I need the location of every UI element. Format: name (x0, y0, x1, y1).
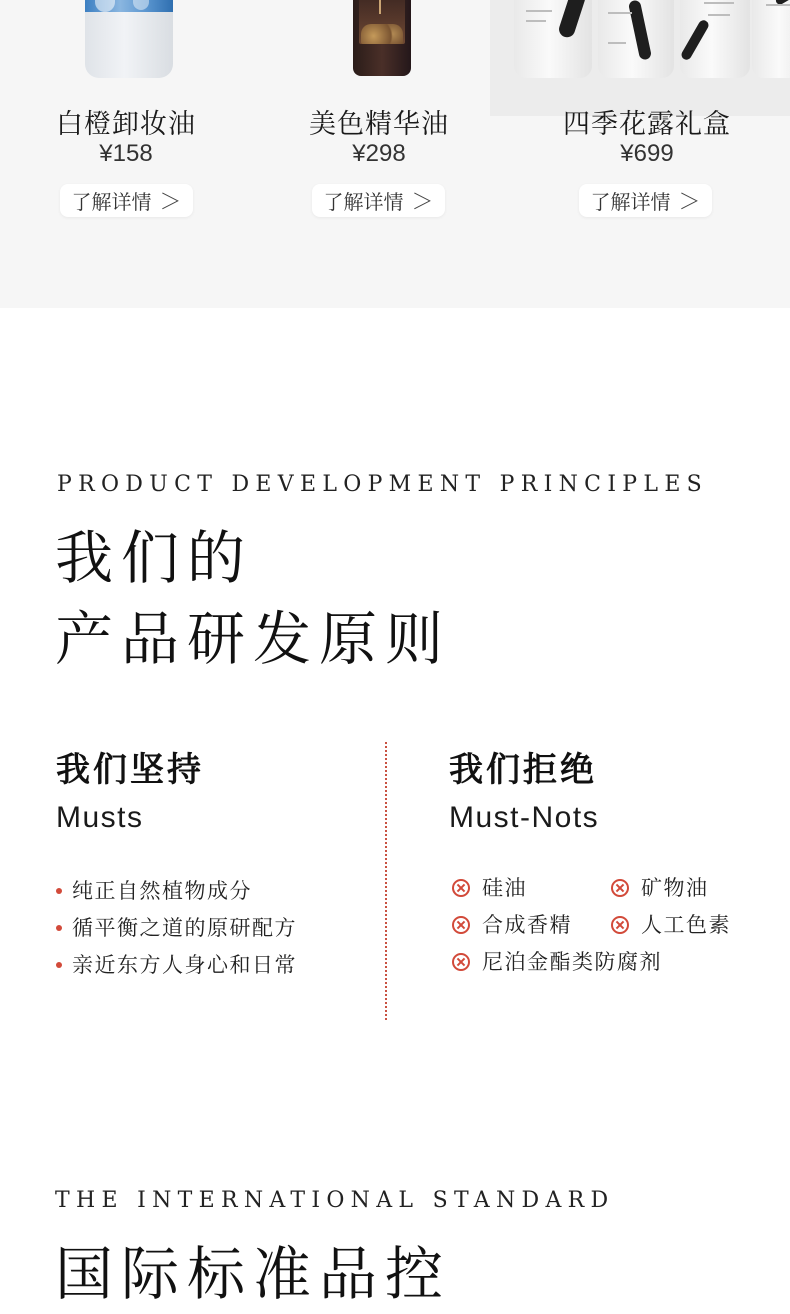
learn-more-label: 了解详情 (71, 190, 152, 214)
product-strip (0, 0, 790, 308)
must-not-text: 人工色素 (641, 913, 731, 937)
product-card-cleansing-oil (6, 0, 246, 240)
circle-x-icon (611, 916, 629, 934)
must-not-item (452, 946, 662, 978)
list-item-text: 循平衡之道的原研配方 (72, 915, 297, 940)
learn-more-button[interactable] (579, 184, 712, 217)
musts-subheading: Musts (56, 801, 144, 834)
circle-x-icon (452, 879, 470, 897)
list-item (56, 946, 297, 983)
gift-can (598, 0, 674, 78)
product-card-essence-oil (259, 0, 499, 240)
dotted-divider (385, 742, 387, 1020)
bullet-dot-icon (56, 925, 62, 931)
must-not-item (452, 872, 527, 904)
product-price: ¥298 (352, 140, 406, 167)
chevron-right-icon: ＞ (411, 190, 434, 215)
product-name: 白橙卸妆油 (56, 109, 196, 140)
bullet-dot-icon (56, 888, 62, 894)
must-not-item (452, 909, 572, 941)
product-name: 美色精华油 (309, 109, 449, 140)
bullet-dot-icon (56, 962, 62, 968)
circle-x-icon (611, 879, 629, 897)
product-name: 四季花露礼盒 (563, 109, 731, 140)
circle-x-icon (452, 953, 470, 971)
list-item-text: 亲近东方人身心和日常 (72, 952, 297, 977)
chevron-right-icon: ＞ (159, 190, 182, 215)
list-item-text: 纯正自然植物成分 (72, 878, 252, 903)
learn-more-button[interactable] (312, 184, 445, 217)
standard-eyebrow: THE INTERNATIONAL STANDARD (55, 1188, 615, 1213)
product-card-gift-box (490, 0, 790, 240)
principles-title-line2: 产品研发原则 (55, 605, 452, 673)
must-nots-subheading: Must-Nots (449, 801, 600, 834)
list-item (56, 909, 297, 946)
learn-more-button[interactable] (60, 184, 193, 217)
must-not-text: 硅油 (482, 876, 527, 900)
musts-heading: 我们坚持 (56, 750, 204, 790)
gift-can (514, 0, 592, 78)
product-price: ¥699 (620, 140, 674, 167)
learn-more-label: 了解详情 (323, 190, 404, 214)
must-nots-heading: 我们拒绝 (449, 750, 597, 790)
must-not-text: 尼泊金酯类防腐剂 (482, 950, 662, 974)
standard-title: 国际标准品控 (55, 1240, 452, 1308)
gift-can (680, 0, 750, 78)
product-price: ¥158 (99, 140, 153, 167)
chevron-right-icon: ＞ (678, 190, 701, 215)
principles-title-line1: 我们的 (55, 524, 254, 592)
product-image-gift-box (490, 0, 790, 116)
must-not-text: 矿物油 (641, 876, 709, 900)
product-image-essence-oil (259, 0, 499, 95)
product-image-cleansing-oil (6, 0, 246, 95)
circle-x-icon (452, 916, 470, 934)
gift-can (752, 0, 790, 78)
essence-oil-bottle (353, 0, 411, 76)
principles-eyebrow: PRODUCT DEVELOPMENT PRINCIPLES (57, 472, 709, 497)
musts-list (56, 872, 297, 983)
learn-more-label: 了解详情 (590, 190, 671, 214)
must-not-text: 合成香精 (482, 913, 572, 937)
must-not-item (611, 872, 709, 904)
list-item (56, 872, 297, 909)
must-not-item (611, 909, 731, 941)
cleansing-oil-bottle (85, 0, 173, 78)
